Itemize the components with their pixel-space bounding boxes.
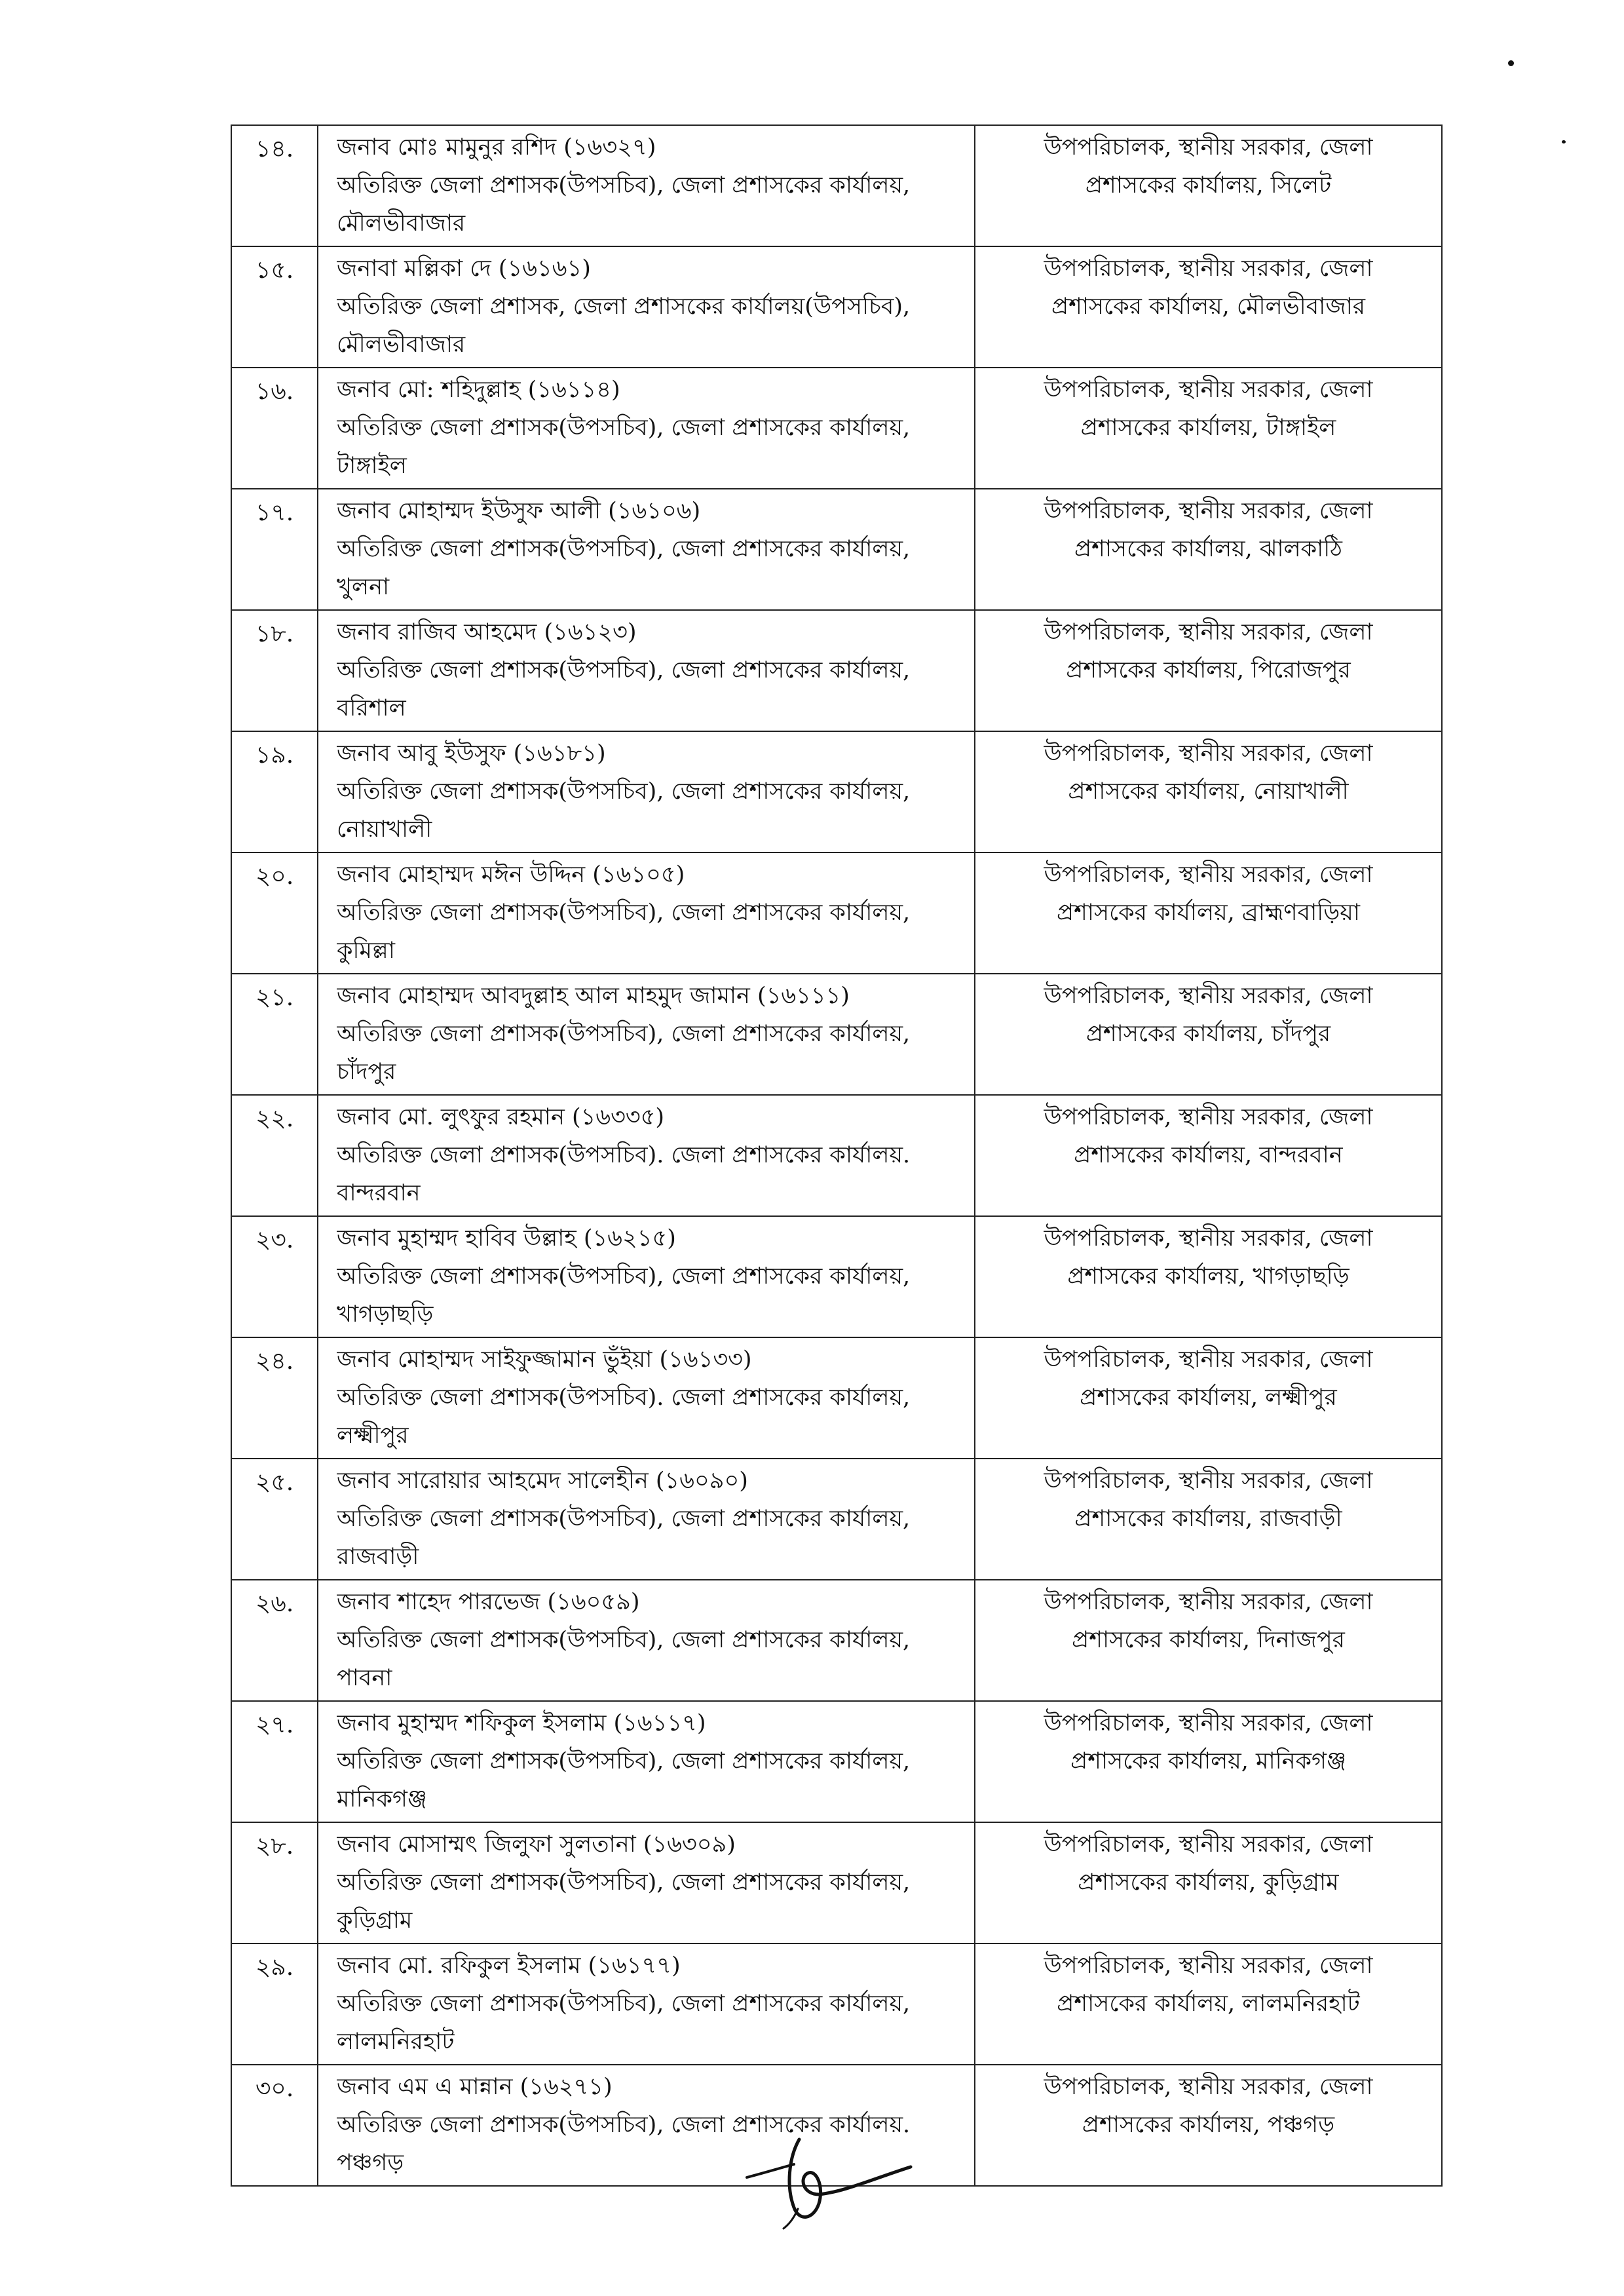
posting-table: [231, 124, 1443, 2187]
officer-name: জনাবা মল্লিকা দে (১৬১৬১): [337, 256, 591, 282]
officer-cell: [318, 1216, 975, 1337]
officer-cell: [318, 731, 975, 852]
officer-name: জনাব আবু ইউসুফ (১৬১৮১): [337, 740, 606, 767]
new-post-cell: [975, 1095, 1442, 1216]
table-row: [231, 1822, 1442, 1943]
present-post-line1: অতিরিক্ত জেলা প্রশাসক(উপসচিব), জেলা প্রশাসকের কার্যালয়,: [337, 1991, 911, 2017]
officer-cell: [318, 1701, 975, 1822]
present-post-line2: পাবনা: [337, 1665, 392, 1691]
new-post-cell: [975, 2065, 1442, 2186]
present-post-line2: টাঙ্গাইল: [337, 453, 407, 479]
serial-number: ২৯.: [231, 1943, 318, 2065]
serial-number: ২২.: [231, 1095, 318, 1216]
present-post-line2: মৌলভীবাজার: [337, 210, 466, 237]
new-post-cell: [975, 246, 1442, 368]
posting-table-body: [231, 125, 1442, 2186]
serial-number: ২৬.: [231, 1580, 318, 1701]
table-row: [231, 1701, 1442, 1822]
present-post-line2: চাঁদপুর: [337, 1059, 396, 1085]
officer-name: জনাব শাহেদ পারভেজ (১৬০৫৯): [337, 1589, 640, 1615]
present-post-line1: অতিরিক্ত জেলা প্রশাসক(উপসচিব), জেলা প্রশাসকের কার্যালয়,: [337, 172, 911, 199]
new-post-line2: প্রশাসকের কার্যালয়, টাঙ্গাইল: [1080, 415, 1336, 441]
new-post-line1: উপপরিচালক, স্থানীয় সরকার, জেলা: [1044, 1347, 1373, 1373]
table-row: [231, 246, 1442, 368]
new-post-line1: উপপরিচালক, স্থানীয় সরকার, জেলা: [1044, 1468, 1373, 1494]
new-post-line2: প্রশাসকের কার্যালয়, বান্দরবান: [1074, 1142, 1343, 1168]
new-post-cell: [975, 1337, 1442, 1459]
officer-cell: [318, 489, 975, 610]
officer-name: জনাব মো. রফিকুল ইসলাম (১৬১৭৭): [337, 1953, 681, 1979]
present-post-line2: পঞ্চগড়: [337, 2150, 404, 2176]
new-post-cell: [975, 489, 1442, 610]
table-row: [231, 610, 1442, 731]
present-post-line2: কুমিল্লা: [337, 938, 395, 964]
new-post-cell: [975, 1580, 1442, 1701]
serial-number: ২০.: [231, 852, 318, 974]
signature-stroke: [789, 2139, 911, 2217]
officer-name: জনাব মোঃ মামুনুর রশিদ (১৬৩২৭): [337, 134, 656, 161]
present-post-line2: কুড়িগ্রাম: [337, 1907, 413, 1934]
new-post-line1: উপপরিচালক, স্থানীয় সরকার, জেলা: [1044, 983, 1373, 1009]
serial-number: ২৫.: [231, 1459, 318, 1580]
new-post-cell: [975, 368, 1442, 489]
table-row: [231, 731, 1442, 852]
present-post-line1: অতিরিক্ত জেলা প্রশাসক(উপসচিব), জেলা প্রশাসকের কার্যালয়,: [337, 900, 911, 926]
new-post-line1: উপপরিচালক, স্থানীয় সরকার, জেলা: [1044, 1831, 1373, 1858]
new-post-line2: প্রশাসকের কার্যালয়, লক্ষ্মীপুর: [1080, 1385, 1337, 1411]
present-post-line1: অতিরিক্ত জেলা প্রশাসক(উপসচিব), জেলা প্রশাসকের কার্যালয়,: [337, 1627, 911, 1653]
officer-name: জনাব সারোয়ার আহমেদ সালেহীন (১৬০৯০): [337, 1468, 748, 1494]
signature-stroke: [784, 2209, 798, 2229]
new-post-line2: প্রশাসকের কার্যালয়, লালমনিরহাট: [1057, 1991, 1360, 2017]
present-post-line2: খুলনা: [337, 574, 390, 600]
officer-name: জনাব মোহাম্মদ সাইফুজ্জামান ভুঁইয়া (১৬১৩৩): [337, 1347, 752, 1373]
officer-cell: [318, 852, 975, 974]
new-post-line2: প্রশাসকের কার্যালয়, ব্রাহ্মণবাড়িয়া: [1057, 900, 1360, 926]
new-post-cell: [975, 1216, 1442, 1337]
present-post-line1: অতিরিক্ত জেলা প্রশাসক(উপসচিব). জেলা প্রশাসকের কার্যালয়,: [337, 1385, 911, 1411]
signature-stroke: [747, 2164, 794, 2177]
present-post-line2: লালমনিরহাট: [337, 2029, 455, 2055]
new-post-cell: [975, 974, 1442, 1095]
new-post-line1: উপপরিচালক, স্থানীয় সরকার, জেলা: [1044, 1710, 1373, 1736]
new-post-line2: প্রশাসকের কার্যালয়, পঞ্চগড়: [1082, 2112, 1335, 2138]
new-post-line2: প্রশাসকের কার্যালয়, নোয়াখালী: [1068, 778, 1349, 805]
present-post-line2: মৌলভীবাজার: [337, 332, 466, 358]
present-post-line1: অতিরিক্ত জেলা প্রশাসক(উপসচিব), জেলা প্রশাসকের কার্যালয়,: [337, 1869, 911, 1896]
table-row: [231, 1337, 1442, 1459]
serial-number: ৩০.: [231, 2065, 318, 2186]
table-row: [231, 852, 1442, 974]
serial-number: ১৯.: [231, 731, 318, 852]
present-post-line2: খাগড়াছড়ি: [337, 1301, 434, 1328]
table-row: [231, 125, 1442, 246]
serial-number: ১৬.: [231, 368, 318, 489]
scan-speck: [1562, 140, 1566, 144]
new-post-line1: উপপরিচালক, স্থানীয় সরকার, জেলা: [1044, 1953, 1373, 1979]
serial-number: ১৮.: [231, 610, 318, 731]
new-post-cell: [975, 852, 1442, 974]
table-row: [231, 1216, 1442, 1337]
serial-number: ২৭.: [231, 1701, 318, 1822]
officer-name: জনাব মুহাম্মদ শফিকুল ইসলাম (১৬১১৭): [337, 1710, 706, 1736]
serial-number: ১৫.: [231, 246, 318, 368]
table-row: [231, 1095, 1442, 1216]
new-post-line1: উপপরিচালক, স্থানীয় সরকার, জেলা: [1044, 134, 1373, 161]
officer-cell: [318, 610, 975, 731]
officer-cell: [318, 1337, 975, 1459]
officer-name: জনাব মো: শহিদুল্লাহ (১৬১১৪): [337, 377, 620, 403]
new-post-cell: [975, 1943, 1442, 2065]
new-post-cell: [975, 125, 1442, 246]
table-row: [231, 1459, 1442, 1580]
present-post-line2: লক্ষ্মীপুর: [337, 1423, 409, 1449]
present-post-line1: অতিরিক্ত জেলা প্রশাসক(উপসচিব), জেলা প্রশাসকের কার্যালয়,: [337, 1021, 911, 1047]
new-post-line1: উপপরিচালক, স্থানীয় সরকার, জেলা: [1044, 1589, 1373, 1615]
present-post-line1: অতিরিক্ত জেলা প্রশাসক, জেলা প্রশাসকের কার্যালয়(উপসচিব),: [337, 294, 911, 320]
new-post-line1: উপপরিচালক, স্থানীয় সরকার, জেলা: [1044, 256, 1373, 282]
serial-number: ২৮.: [231, 1822, 318, 1943]
table-row: [231, 1580, 1442, 1701]
officer-cell: [318, 1459, 975, 1580]
new-post-line1: উপপরিচালক, স্থানীয় সরকার, জেলা: [1044, 2074, 1373, 2100]
present-post-line1: অতিরিক্ত জেলা প্রশাসক(উপসচিব), জেলা প্রশাসকের কার্যালয়,: [337, 536, 911, 562]
officer-cell: [318, 974, 975, 1095]
new-post-cell: [975, 731, 1442, 852]
officer-name: জনাব মোহাম্মদ মঈন উদ্দিন (১৬১০৫): [337, 862, 685, 888]
officer-name: জনাব মোহাম্মদ আবদুল্লাহ আল মাহমুদ জামান (১৬১১১): [337, 983, 850, 1009]
new-post-line2: প্রশাসকের কার্যালয়, পিরোজপুর: [1066, 657, 1351, 683]
new-post-line2: প্রশাসকের কার্যালয়, রাজবাড়ী: [1074, 1506, 1342, 1532]
serial-number: ১৭.: [231, 489, 318, 610]
serial-number: ২৪.: [231, 1337, 318, 1459]
scan-speck: [1508, 60, 1514, 66]
table-row: [231, 489, 1442, 610]
present-post-line2: বরিশাল: [337, 695, 406, 721]
new-post-cell: [975, 1459, 1442, 1580]
serial-number: ২৩.: [231, 1216, 318, 1337]
officer-name: জনাব মোহাম্মদ ইউসুফ আলী (১৬১০৬): [337, 498, 701, 524]
new-post-line1: উপপরিচালক, স্থানীয় সরকার, জেলা: [1044, 740, 1373, 767]
new-post-line2: প্রশাসকের কার্যালয়, চাঁদপুর: [1086, 1021, 1331, 1047]
present-post-line2: মানিকগঞ্জ: [337, 1786, 427, 1812]
table-row: [231, 368, 1442, 489]
new-post-line1: উপপরিচালক, স্থানীয় সরকার, জেলা: [1044, 1225, 1373, 1252]
new-post-line1: উপপরিচালক, স্থানীয় সরকার, জেলা: [1044, 377, 1373, 403]
present-post-line2: নোয়াখালী: [337, 816, 432, 843]
officer-name: জনাব এম এ মান্নান (১৬২৭১): [337, 2074, 613, 2100]
present-post-line1: অতিরিক্ত জেলা প্রশাসক(উপসচিব). জেলা প্রশাসকের কার্যালয়.: [337, 1142, 911, 1168]
officer-cell: [318, 1580, 975, 1701]
officer-cell: [318, 1095, 975, 1216]
present-post-line1: অতিরিক্ত জেলা প্রশাসক(উপসচিব), জেলা প্রশাসকের কার্যালয়.: [337, 2112, 911, 2138]
officer-cell: [318, 125, 975, 246]
new-post-cell: [975, 1701, 1442, 1822]
new-post-line1: উপপরিচালক, স্থানীয় সরকার, জেলা: [1044, 862, 1373, 888]
present-post-line1: অতিরিক্ত জেলা প্রশাসক(উপসচিব), জেলা প্রশাসকের কার্যালয়,: [337, 1506, 911, 1532]
table-row: [231, 974, 1442, 1095]
serial-number: ১৪.: [231, 125, 318, 246]
present-post-line1: অতিরিক্ত জেলা প্রশাসক(উপসচিব), জেলা প্রশাসকের কার্যালয়,: [337, 657, 911, 683]
officer-cell: [318, 1943, 975, 2065]
new-post-line2: প্রশাসকের কার্যালয়, মৌলভীবাজার: [1051, 294, 1366, 320]
officer-name: জনাব রাজিব আহমেদ (১৬১২৩): [337, 619, 637, 645]
present-post-line2: বান্দরবান: [337, 1180, 421, 1206]
handwritten-signature: [721, 2126, 930, 2231]
officer-cell: [318, 1822, 975, 1943]
new-post-cell: [975, 610, 1442, 731]
officer-cell: [318, 368, 975, 489]
new-post-line1: উপপরিচালক, স্থানীয় সরকার, জেলা: [1044, 498, 1373, 524]
present-post-line2: রাজবাড়ী: [337, 1544, 419, 1570]
new-post-line1: উপপরিচালক, স্থানীয় সরকার, জেলা: [1044, 619, 1373, 645]
new-post-line2: প্রশাসকের কার্যালয়, খাগড়াছড়ি: [1067, 1263, 1350, 1290]
officer-name: জনাব মোসাম্মৎ জিলুফা সুলতানা (১৬৩০৯): [337, 1831, 736, 1858]
new-post-line1: উপপরিচালক, স্থানীয় সরকার, জেলা: [1044, 1104, 1373, 1130]
new-post-cell: [975, 1822, 1442, 1943]
table-row: [231, 1943, 1442, 2065]
new-post-line2: প্রশাসকের কার্যালয়, কুড়িগ্রাম: [1078, 1869, 1339, 1896]
officer-cell: [318, 246, 975, 368]
new-post-line2: প্রশাসকের কার্যালয়, ঝালকাঠি: [1074, 536, 1342, 562]
new-post-line2: প্রশাসকের কার্যালয়, দিনাজপুর: [1072, 1627, 1345, 1653]
present-post-line1: অতিরিক্ত জেলা প্রশাসক(উপসচিব), জেলা প্রশাসকের কার্যালয়,: [337, 415, 911, 441]
officer-name: জনাব মো. লুৎফুর রহমান (১৬৩৩৫): [337, 1104, 664, 1130]
present-post-line1: অতিরিক্ত জেলা প্রশাসক(উপসচিব), জেলা প্রশাসকের কার্যালয়,: [337, 1748, 911, 1774]
new-post-line2: প্রশাসকের কার্যালয়, মানিকগঞ্জ: [1070, 1748, 1346, 1774]
officer-name: জনাব মুহাম্মদ হাবিব উল্লাহ (১৬২১৫): [337, 1225, 676, 1252]
new-post-line2: প্রশাসকের কার্যালয়, সিলেট: [1085, 172, 1332, 199]
present-post-line1: অতিরিক্ত জেলা প্রশাসক(উপসচিব), জেলা প্রশাসকের কার্যালয়,: [337, 778, 911, 805]
serial-number: ২১.: [231, 974, 318, 1095]
present-post-line1: অতিরিক্ত জেলা প্রশাসক(উপসচিব), জেলা প্রশাসকের কার্যালয়,: [337, 1263, 911, 1290]
